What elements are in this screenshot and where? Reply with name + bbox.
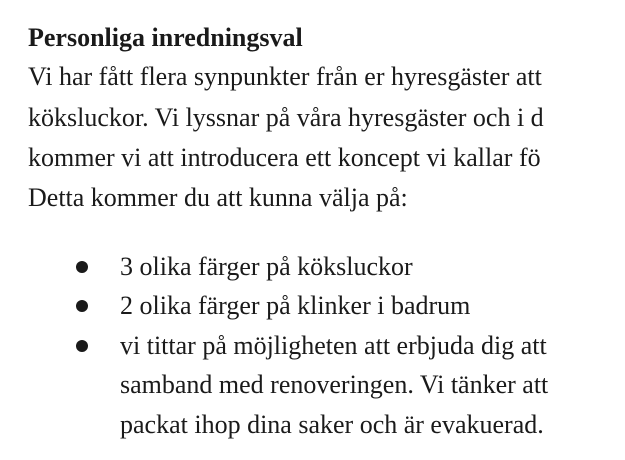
bullet-icon (76, 261, 88, 273)
bullet-icon (76, 300, 88, 312)
section-heading: Personliga inredningsval (28, 23, 303, 52)
bullet-item-text: 2 olika färger på klinker i badrum (120, 291, 471, 320)
bullet-item-text: vi tittar på möjligheten att erbjuda dig att (120, 331, 547, 360)
bullet-item-text: 3 olika färger på köksluckor (120, 252, 413, 281)
bullet-icon (76, 340, 88, 352)
paragraph-line: Detta kommer du att kunna välja på: (28, 183, 408, 212)
bullet-item-text: packat ihop dina saker och är evakuerad. (120, 410, 544, 439)
paragraph-line: Vi har fått flera synpunkter från er hyresgäster att (28, 62, 542, 91)
paragraph-line: kommer vi att introducera ett koncept vi kallar fö (28, 143, 541, 172)
paragraph-line: köksluckor. Vi lyssnar på våra hyresgäster och i d (28, 103, 544, 132)
bullet-item-text: samband med renoveringen. Vi tänker att (120, 370, 549, 399)
